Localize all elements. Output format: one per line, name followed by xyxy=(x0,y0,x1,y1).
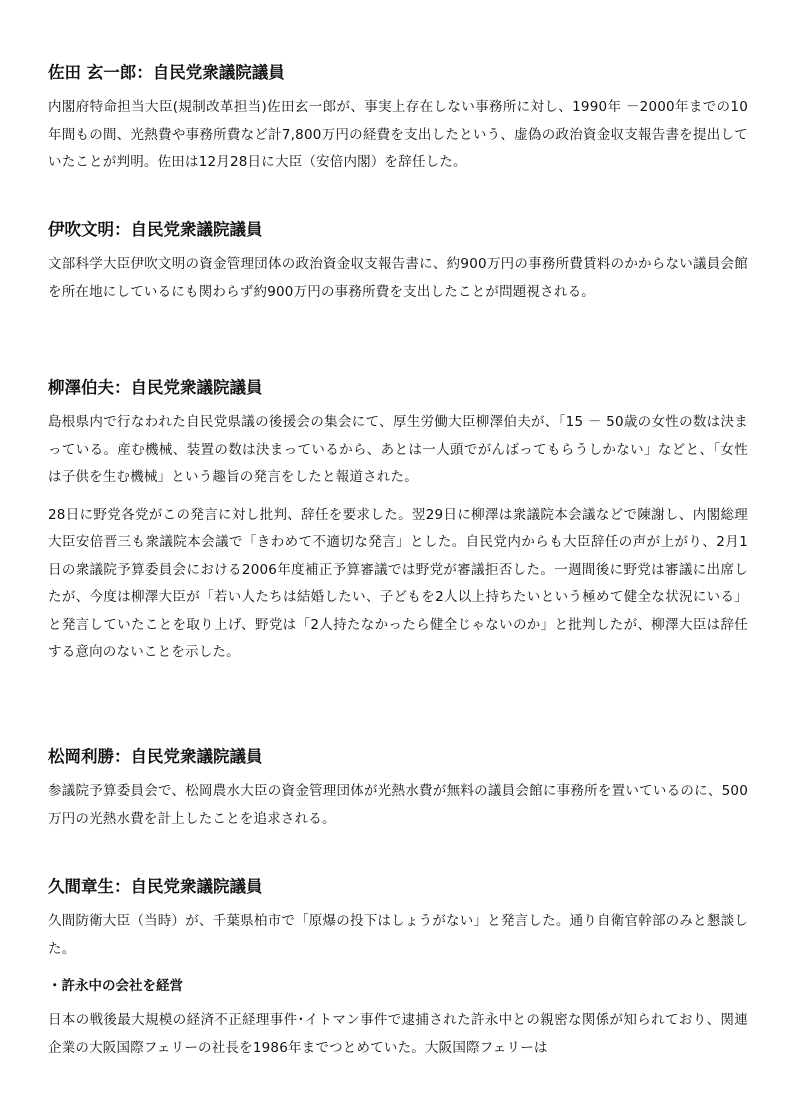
section-yanagisawa xyxy=(48,377,748,667)
section-paragraph: 日本の戦後最大規模の経済不正経理事件･イトマン事件で逮捕された許永中との親密な関係が知られており、関連企業の大阪国際フェリーの社長を1986年までつとめていた。大阪国際フェリーは xyxy=(48,1012,748,1056)
section-paragraph: 文部科学大臣伊吹文明の資金管理団体の政治資金収支報告書に、約900万円の事務所費賃料のかからない議員会館を所在地にしているにも関わらず約900万円の事務所費を支出したことが問題視される。 xyxy=(48,256,748,300)
section-paragraph: 28日に野党各党がこの発言に対し批判、辞任を要求した。翌29日に柳澤は衆議院本会議などで陳謝し、内閣総理大臣安倍晋三も衆議院本会議で「きわめて不適切な発言」とした。自民党内からも大臣辞任の声が上がり、2月1日の衆議院予算委員会における2006年度補正予算審議では野党が審議拒否した。一週間後に野党は審議に出席したが、今度は柳澤大臣が「若い人たちは結婚したい、子どもを2人以上持ちたいという極めて健全な状況にいる」と発言していたことを取り上げ、野党は「2人持たなかったら健全じゃないのか」と批判したが、柳澤大臣は辞任する意向のないことを示した。 xyxy=(48,506,748,660)
section-paragraph: 参議院予算委員会で、松岡農水大臣の資金管理団体が光熱水費が無料の議員会館に事務所を置いているのに、500万円の光熱水費を計上したことを追求される。 xyxy=(48,783,748,827)
section-paragraph: 内閣府特命担当大臣(規制改革担当)佐田玄一郎が、事実上存在しない事務所に対し、1990年 －2000年までの10年間もの間、光熱費や事務所費など計7,800万円の経費を支出したという、虚偽の政治資金収支報告書を提出していたことが判明。佐田は12月28日に大臣（安倍内閣）を辞任した。 xyxy=(48,99,748,170)
section-kyuma xyxy=(48,876,748,1062)
section-subheading: ・許永中の会社を経営 xyxy=(48,978,183,994)
section-heading: 佐田 玄一郎：自民党衆議院議員 xyxy=(48,63,285,82)
section-heading: 伊吹文明：自民党衆議院議員 xyxy=(48,220,263,239)
section-matsuoka xyxy=(48,746,748,833)
section-paragraph: 島根県内で行なわれた自民党県議の後援会の集会にて、厚生労働大臣柳澤伯夫が、「15 － 50歳の女性の数は決まっている。産む機械、装置の数は決まっているから、あとは一人頭でがんばってもらうしかない」などと、「女性は子供を生む機械」という趣旨の発言をしたと報道された。 xyxy=(48,414,748,485)
section-ibuki xyxy=(48,219,748,306)
section-heading: 久間章生：自民党衆議院議員 xyxy=(48,877,263,896)
section-paragraph: 久間防衛大臣（当時）が、千葉県柏市で「原爆の投下はしょうがない」と発言した。通り自衛官幹部のみと懇談した。 xyxy=(48,913,748,957)
section-sada xyxy=(48,62,748,177)
section-heading: 柳澤伯夫：自民党衆議院議員 xyxy=(48,378,263,397)
section-heading: 松岡利勝：自民党衆議院議員 xyxy=(48,747,263,766)
